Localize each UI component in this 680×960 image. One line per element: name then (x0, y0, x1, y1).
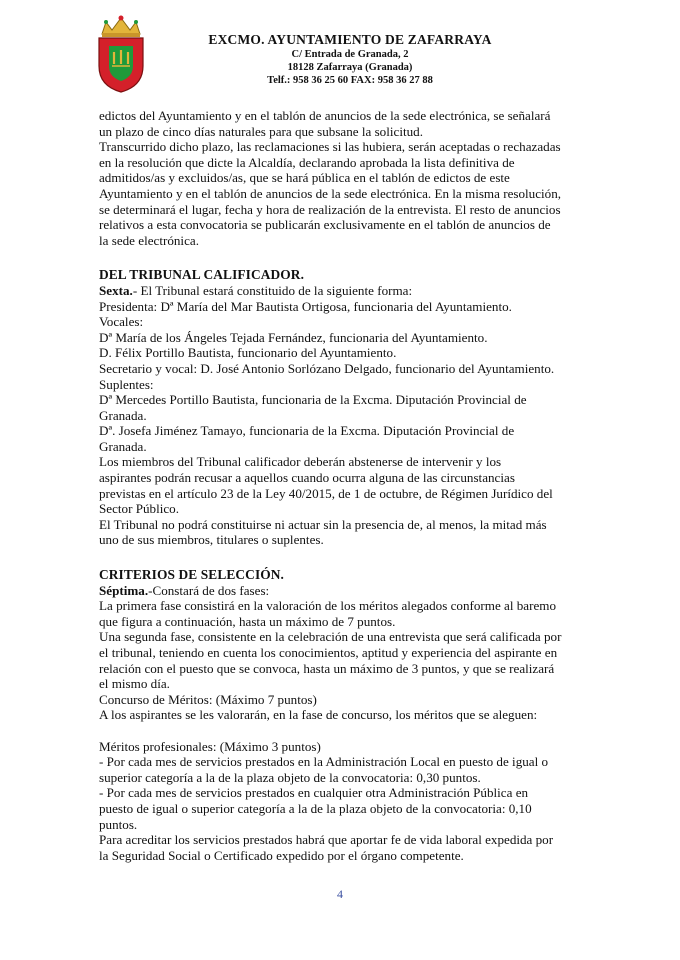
section-heading-tribunal: DEL TRIBUNAL CALIFICADOR. (99, 267, 305, 283)
text-line: La primera fase consistirá en la valoración de los méritos alegados conforme al baremo (99, 598, 557, 614)
text-line: Granada. (99, 438, 147, 454)
text-line: aspirantes podrán recusar a aquellos cuando ocurra alguna de las circunstancias (99, 470, 515, 486)
clause-text: -Constará de dos fases: (148, 582, 270, 598)
text-line: Dª Mercedes Portillo Bautista, funcionaria de la Excma. Diputación Provincial de (99, 392, 527, 408)
text-line: superior categoría a la de la plaza objeto de la convocatoria: 0,30 puntos. (99, 769, 481, 785)
clause-sexta (99, 283, 589, 299)
text-line: Vocales: (99, 314, 144, 330)
text-line: uno de sus miembros, titulares o suplentes. (99, 532, 324, 548)
text-line: puesto de igual o superior categoría a la de la plaza objeto de la convocatoria: 0,10 (99, 800, 532, 816)
text-line: A los aspirantes se les valorarán, en la fase de concurso, los méritos que se aleguen: (99, 707, 538, 723)
text-line: Concurso de Méritos: (Máximo 7 puntos) (99, 691, 317, 707)
text-line: el mismo día. (99, 676, 170, 692)
text-line: la Seguridad Social o Certificado expedido por el órgano competente. (99, 847, 464, 863)
text-line: puntos. (99, 816, 138, 832)
text-line: se determinará el lugar, fecha y hora de realización de la entrevista. El resto de anuncios (99, 201, 561, 217)
letterhead (0, 0, 680, 100)
clause-text: - El Tribunal estará constituido de la siguiente forma: (132, 282, 413, 298)
text-line: Méritos profesionales: (Máximo 3 puntos) (99, 738, 321, 754)
page-number: 4 (337, 887, 343, 901)
text-line: Dª. Josefa Jiménez Tamayo, funcionaria de la Excma. Diputación Provincial de (99, 423, 515, 439)
clause-septima (99, 583, 589, 599)
text-line: Sector Público. (99, 501, 180, 517)
coat-of-arms-icon (92, 14, 150, 94)
section-heading-criterios: CRITERIOS DE SELECCIÓN. (99, 567, 284, 583)
text-line: edictos del Ayuntamiento y en el tablón de anuncios de la sede electrónica, se señalará (99, 108, 551, 123)
text-line: Granada. (99, 407, 147, 423)
address-line: C/ Entrada de Granada, 2 (291, 49, 409, 60)
phone-line: Telf.: 958 36 25 60 FAX: 958 36 27 88 (267, 75, 433, 86)
text-line: Ayuntamiento y en el tablón de anuncios de la sede electrónica. En la misma resolución, (99, 185, 562, 201)
text-line: Para acreditar los servicios prestados habrá que aportar fe de vida laboral expedida por (99, 832, 554, 848)
text-line: - Por cada mes de servicios prestados en la Administración Local en puesto de igual o (99, 754, 549, 770)
text-line: relativos a esta convocatoria se publicarán exclusivamente en el tablón de anuncios de (99, 217, 551, 233)
letterhead-text (160, 32, 540, 87)
text-line: Los miembros del Tribunal calificador deberán abstenerse de intervenir y los (99, 454, 502, 470)
institution-name: EXCMO. AYUNTAMIENTO DE ZAFARRAYA (208, 32, 492, 47)
document-body (99, 108, 589, 863)
text-line: Dª María de los Ángeles Tejada Fernández, funcionaria del Ayuntamiento. (99, 329, 488, 345)
text-line: El Tribunal no podrá constituirse ni actuar sin la presencia de, al menos, la mitad más (99, 516, 547, 532)
clause-label: Séptima. (99, 582, 149, 598)
text-line: un plazo de cinco días naturales para que subsane la solicitud. (99, 123, 423, 139)
text-line: el tribunal, teniendo en cuenta los conocimientos, aptitud y experiencia del aspirante en (99, 645, 558, 660)
text-line: que figura a continuación, hasta un máximo de 7 puntos. (99, 613, 396, 629)
text-line: admitidos/as y excluidos/as, que se hará pública en el tablón de edictos de este (99, 170, 510, 186)
text-line: Suplentes: (99, 376, 154, 392)
text-line: la sede electrónica. (99, 232, 199, 248)
text-line: Presidenta: Dª María del Mar Bautista Ortigosa, funcionaria del Ayuntamiento. (99, 298, 512, 314)
text-line: Transcurrido dicho plazo, las reclamaciones si las hubiera, serán aceptadas o rechazadas (99, 139, 561, 155)
text-line: - Por cada mes de servicios prestados en cualquier otra Administración Pública en (99, 785, 529, 801)
text-line: relación con el puesto que se convoca, hasta un máximo de 3 puntos, y que se realizará (99, 660, 555, 676)
text-line: Una segunda fase, consistente en la celebración de una entrevista que será calificada por (99, 629, 562, 645)
text-line: en la resolución que dicte la Alcaldía, declarando aprobada la lista definitiva de (99, 154, 515, 170)
text-line: D. Félix Portillo Bautista, funcionario del Ayuntamiento. (99, 345, 397, 361)
text-line: Secretario y vocal: D. José Antonio Sorlózano Delgado, funcionario del Ayuntamiento. (99, 360, 555, 376)
text-line: previstas en el artículo 23 de la Ley 40/2015, de 1 de octubre, de Régimen Jurídico del (99, 485, 553, 501)
postal-line: 18128 Zafarraya (Granada) (287, 62, 413, 73)
clause-label: Sexta. (99, 282, 133, 298)
